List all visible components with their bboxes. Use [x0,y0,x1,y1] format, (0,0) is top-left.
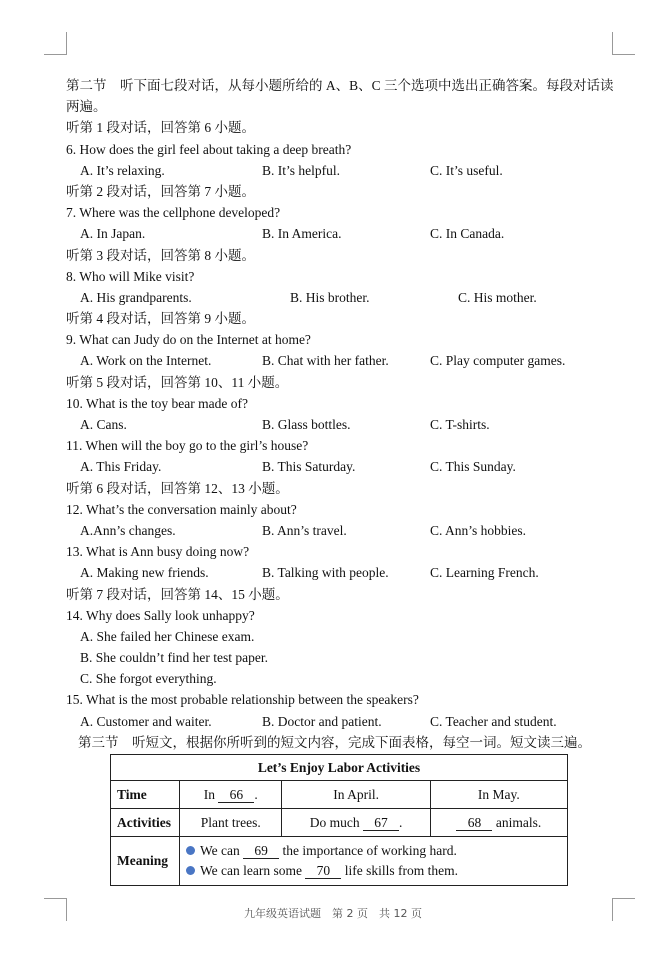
question-10-options [66,414,616,435]
option-a: A.Ann’s changes. [80,522,176,538]
time-label: Time [111,781,180,809]
option-b: B. Ann’s travel. [262,522,347,538]
question-6: 6. How does the girl feel about taking a deep breath? [66,141,352,157]
option-a: A. Making new friends. [80,565,209,581]
dialogue-2-intro: 听第 2 段对话，回答第 7 小题。 [66,183,255,199]
option-a: A. His grandparents. [80,289,192,305]
question-9-options [66,350,616,371]
option-c: C. Learning French. [430,565,539,581]
question-15-options [66,711,616,732]
option-b: B. This Saturday. [262,459,356,475]
importance-text: the importance of working hard. [282,843,457,858]
option-b: B. Doctor and patient. [262,713,382,729]
option-a: A. Cans. [80,417,127,433]
time-cell-may: In May. [430,781,567,809]
table-title: Let’s Enjoy Labor Activities [111,755,568,781]
option-c: C. Ann’s hobbies. [430,522,527,538]
question-14: 14. Why does Sally look unhappy? [66,607,255,623]
blank-66: 66 [218,788,254,803]
question-6-options [66,160,616,181]
crop-mark-top-left [44,32,67,55]
meaning-row-1 [186,841,561,861]
option-b: B. In America. [262,226,342,242]
option-c: C. She forgot everything. [80,671,217,687]
dialogue-4-intro: 听第 4 段对话，回答第 9 小题。 [66,311,255,327]
option-c: C. His mother. [458,289,537,305]
option-b: B. His brother. [290,289,370,305]
question-7: 7. Where was the cellphone developed? [66,205,281,221]
question-13: 13. What is Ann busy doing now? [66,544,250,560]
blank-69: 69 [243,844,279,859]
we-can-text: We can [200,843,240,858]
blank-70: 70 [305,864,341,879]
meaning-cell [180,837,568,886]
option-c: C. Play computer games. [430,353,566,369]
option-b: B. Chat with her father. [262,353,389,369]
question-8-options [66,287,616,308]
question-10: 10. What is the toy bear made of? [66,395,248,411]
time-cell-1: In 66 . [180,781,282,809]
dialogue-6-intro: 听第 6 段对话，回答第 12、13 小题。 [66,480,289,496]
activity-animals [430,809,567,837]
question-9: 9. What can Judy do on the Internet at home? [66,332,311,348]
dialogue-7-intro: 听第 7 段对话，回答第 14、15 小题。 [66,586,289,602]
question-7-options [66,223,616,244]
question-11: 11. When will the boy go to the girl’s house? [66,438,309,454]
animals-text: animals. [495,814,542,830]
crop-mark-top-right [612,32,635,55]
option-a: A. It’s relaxing. [80,162,165,178]
activity-do-much: Do much 67 . [282,809,430,837]
meaning-row-2 [186,861,561,881]
learn-some-text: We can learn some [200,863,302,878]
question-8: 8. Who will Mike visit? [66,268,195,284]
time-cell-april: In April. [282,781,430,809]
question-12-options [66,520,616,541]
labor-activities-table [110,754,568,886]
question-11-options [66,456,616,477]
section2-title: 第二节 听下面七段对话，从每小题所给的 A、B、C 三个选项中选出正确答案。每段对话读两遍。 [66,78,614,115]
page-footer: 九年级英语试题 第 2 页 共 12 页 [244,907,422,920]
option-a: A. Work on the Internet. [80,353,212,369]
exam-content [66,75,616,753]
option-b: B. She couldn’t find her test paper. [80,650,268,666]
option-c: C. In Canada. [430,226,505,242]
meaning-label: Meaning [111,837,180,886]
option-b: B. Talking with people. [262,565,389,581]
do-much-text: Do much [309,814,360,830]
question-15: 15. What is the most probable relationship between the speakers? [66,692,419,708]
option-b: B. Glass bottles. [262,417,351,433]
option-a: A. In Japan. [80,226,146,242]
option-b: B. It’s helpful. [262,162,340,178]
bullet-icon [186,846,195,855]
activity-plant-trees: Plant trees. [180,809,282,837]
dialogue-1-intro: 听第 1 段对话，回答第 6 小题。 [66,120,255,136]
option-a: A. Customer and waiter. [80,713,212,729]
activities-label: Activities [111,809,180,837]
option-c: C. T-shirts. [430,417,490,433]
bullet-icon [186,866,195,875]
question-13-options [66,562,616,583]
option-c: C. It’s useful. [430,162,503,178]
time-in-text: In [203,786,215,802]
option-c: C. Teacher and student. [430,713,557,729]
question-12: 12. What’s the conversation mainly about? [66,501,297,517]
dialogue-5-intro: 听第 5 段对话，回答第 10、11 小题。 [66,374,289,390]
blank-68: 68 [456,816,492,831]
option-c: C. This Sunday. [430,459,516,475]
dialogue-3-intro: 听第 3 段对话，回答第 8 小题。 [66,247,255,263]
section3-title: 第三节 听短文，根据你所听到的短文内容，完成下面表格，每空一词。短文读三遍。 [78,734,591,750]
life-skills-text: life skills from them. [344,863,458,878]
blank-67: 67 [363,816,399,831]
option-a: A. She failed her Chinese exam. [80,628,255,644]
option-a: A. This Friday. [80,459,162,475]
